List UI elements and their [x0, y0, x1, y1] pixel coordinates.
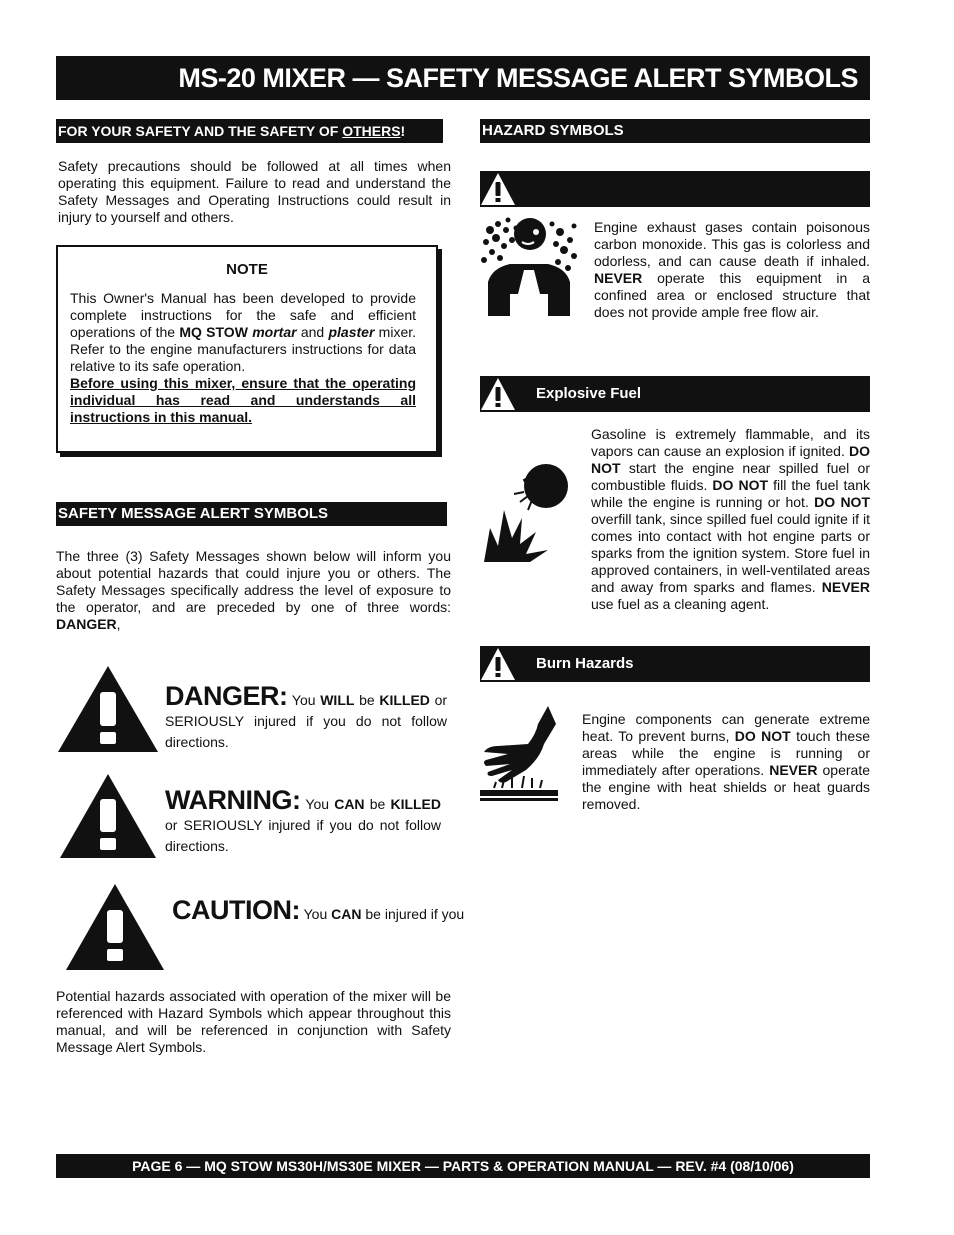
burn-label: Burn Hazards — [536, 655, 634, 672]
alert-paragraph — [56, 548, 451, 633]
fuel-text-1: Gasoline is extremely flammable, and its vapors can cause an explosion if ignited. — [591, 426, 870, 459]
burn-text — [582, 711, 870, 813]
alert-heading: SAFETY MESSAGE ALERT SYMBOLS — [56, 502, 447, 526]
explosion-icon — [478, 458, 578, 564]
alert-triangle-icon — [480, 376, 516, 412]
warning-rest: or SERIOUSLY injured if you do not follow directions. — [165, 817, 441, 854]
warning-be: be — [364, 796, 391, 812]
exhaust-text — [594, 219, 870, 321]
burn-text-3: operate the engine with heat shields or heat guards removed. — [582, 762, 870, 812]
note-warning: Before using this mixer, ensure that the operating individual has read and understands all instructions in this manual. — [70, 375, 416, 425]
hot-surface-hand-icon — [478, 704, 558, 802]
safety-heading-text: FOR YOUR SAFETY AND THE SAFETY OF — [58, 123, 343, 139]
alert-paragraph-danger: DANGER — [56, 616, 117, 632]
danger-triangle-icon — [56, 664, 160, 754]
page-footer: PAGE 6 — MQ STOW MS30H/MS30E MIXER — PARTS & OPERATION MANUAL — REV. #4 (08/10/06) — [56, 1154, 870, 1178]
fuel-do-not-2: DO NOT — [712, 477, 769, 493]
burn-never: NEVER — [769, 762, 818, 778]
safety-heading — [56, 119, 443, 143]
caution-triangle-icon — [64, 882, 166, 972]
fuel-hazard-bar — [480, 376, 870, 412]
fuel-do-not-3: DO NOT — [814, 494, 870, 510]
caution-can: CAN — [331, 906, 362, 922]
danger-will: WILL — [320, 692, 355, 708]
caution-word: CAUTION: — [172, 895, 300, 925]
note-brand: MQ STOW — [179, 324, 248, 340]
exhaust-fumes-icon — [478, 212, 580, 316]
exhaust-never: NEVER — [594, 270, 643, 286]
burn-text-2: touch these areas while the engine is running or immediately after operations. — [582, 728, 870, 778]
fuel-never: NEVER — [821, 579, 870, 595]
safety-heading-others: OTHERS — [342, 123, 401, 139]
note-title: NOTE — [226, 261, 268, 278]
fuel-text — [591, 426, 870, 613]
danger-you: You — [291, 692, 321, 708]
note-text-2: mixer. Refer to the engine manufacturers instructions for data relative to its safe operation. — [70, 324, 417, 374]
danger-message — [165, 681, 448, 753]
alert-triangle-icon — [480, 646, 516, 682]
burn-do-not: DO NOT — [734, 728, 791, 744]
note-mortar: mortar — [252, 324, 297, 340]
note-and: and — [296, 324, 329, 340]
warning-word: WARNING: — [165, 785, 301, 815]
exhaust-hazard-bar — [480, 171, 870, 207]
fuel-text-2: start the engine near spilled fuel or combustible fluids. — [591, 460, 870, 493]
note-box — [56, 245, 438, 453]
warning-triangle-icon — [58, 772, 158, 860]
alert-paragraph-text: The three (3) Safety Messages shown below will inform you about potential hazards that could injure you or others. The Safety Messages specifically address the level of exposure to the operator, and are preceded by one of three words: — [56, 548, 451, 615]
warning-message — [165, 785, 442, 857]
caution-you: You — [303, 906, 332, 922]
fuel-text-4: overfill tank, since spilled fuel could ignite if it comes into contact with hot engine parts or sparks from the ignition system. Store fuel in approved containers, in well-ventilated areas and away from sparks and flames. — [591, 511, 870, 595]
safety-paragraph: Safety precautions should be followed at all times when operating this equipment. Failure to read and understand the Safety Messages and Operating Instructions could result in injury to yourself and others. — [58, 158, 451, 225]
danger-be: be — [354, 692, 380, 708]
exhaust-text-1: Engine exhaust gases contain poisonous carbon monoxide. This gas is colorless and odorless, and can cause death if inhaled. — [594, 219, 870, 269]
fuel-text-3: fill the fuel tank while the engine is running or hot. — [591, 477, 870, 510]
page-title: MS-20 MIXER — SAFETY MESSAGE ALERT SYMBOLS — [56, 56, 870, 100]
danger-rest: or SERIOUSLY injured if you do not follow directions. — [165, 692, 448, 750]
fuel-label: Explosive Fuel — [536, 385, 642, 402]
warning-killed: KILLED — [390, 796, 442, 812]
caution-message — [172, 895, 465, 925]
alert-triangle-icon — [480, 171, 516, 207]
fuel-do-not-1: DO NOT — [591, 443, 870, 476]
note-text-1: This Owner's Manual has been developed to provide complete instructions for the safe and efficient operations of the — [70, 290, 416, 340]
hazard-heading: HAZARD SYMBOLS — [480, 119, 870, 143]
warning-you: You — [305, 796, 335, 812]
exhaust-text-2: operate this equipment in a confined area or enclosed structure that does not provide ample free flow air. — [594, 270, 870, 320]
note-plaster: plaster — [328, 324, 375, 340]
safety-heading-suffix: ! — [400, 123, 406, 139]
burn-hazard-bar — [480, 646, 870, 682]
warning-can: CAN — [334, 796, 365, 812]
closing-paragraph: Potential hazards associated with operation of the mixer will be referenced with Hazard Symbols which appear throughout this manual, and will be referenced in conjunction with Safety Message Alert Symbols. — [56, 988, 451, 1055]
danger-word: DANGER: — [165, 681, 288, 711]
alert-paragraph-end: , — [116, 616, 121, 632]
burn-text-1: Engine components can generate extreme heat. To prevent burns, — [582, 711, 870, 744]
fuel-text-5: use fuel as a cleaning agent. — [591, 596, 770, 612]
danger-killed: KILLED — [379, 692, 430, 708]
caution-rest: be injured if you — [361, 906, 465, 922]
note-body — [58, 290, 436, 426]
